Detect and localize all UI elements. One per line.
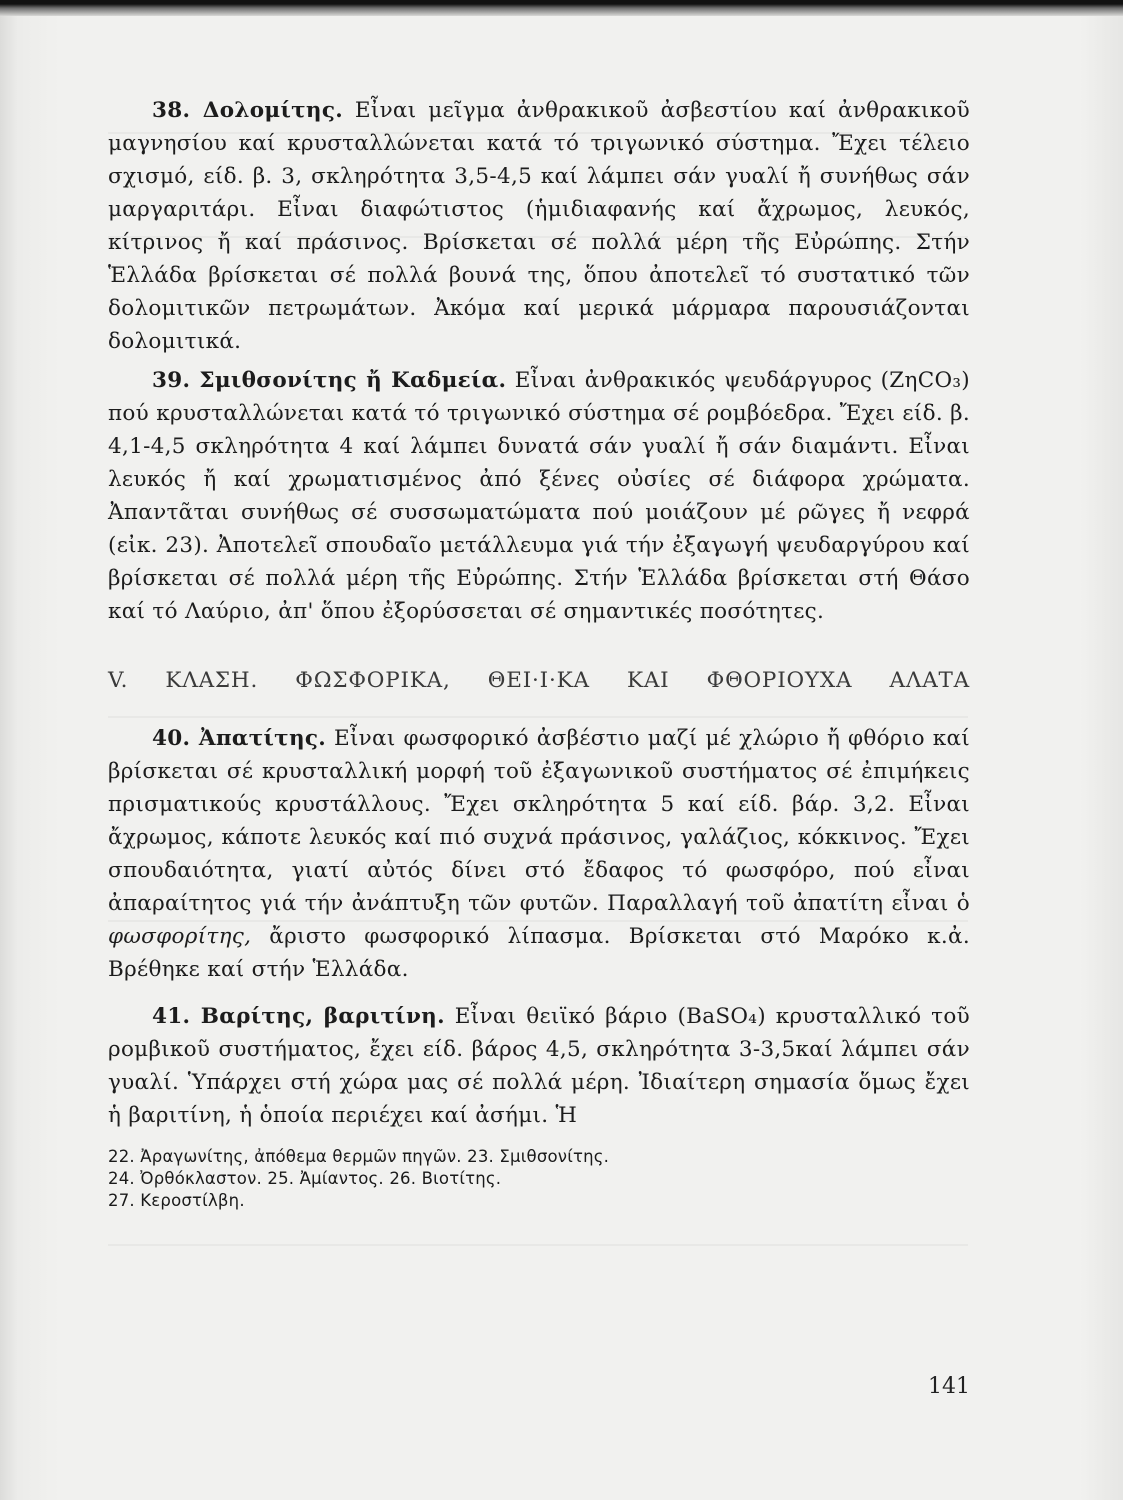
- entry-title: 39. Σμιθσονίτης ἤ Καδμεία.: [152, 368, 507, 393]
- page-content: [108, 94, 970, 1212]
- entry-title: 40. Ἀπατίτης.: [152, 726, 327, 751]
- entry-body: Εἶναι μεῖγμα ἀνθρακικοῦ ἀσβεστίου καί ἀνθρακικοῦ μαγνησίου καί κρυσταλλώνεται κατά τό τριγωνικό σύστημα. Ἔχει τέλειο σχισμό, είδ. β. 3, σκληρότητα 3,5-4,5 καί λάμπει σάν γυαλί ἤ συνήθως σάν μαργαριτάρι. Εἶναι διαφώτιστος (ἡμιδιαφανής καί ἄχρωμος, λευκός, κίτρινος ἤ καί πράσινος. Βρίσκεται σέ πολλά μέρη τῆς Εὐρώπης. Στήν Ἑλλάδα βρίσκεται σέ πολλά βουνά της, ὅπου ἀποτελεῖ τό συστατικό τῶν δολομιτικῶν πετρωμάτων. Ἀκόμα καί μερικά μάρμαρα παρουσιάζονται δολομιτικά.: [108, 98, 971, 354]
- page-number: 141: [928, 1374, 970, 1399]
- show-through-line: [108, 1244, 968, 1246]
- entry-dolomite: [108, 94, 970, 358]
- entry-body: Εἶναι θειϊκό βάριο (BaSO₄) κρυσταλλικό τοῦ ρομβικοῦ συστήματος, ἔχει είδ. βάρος 4,5, σκληρότητα 3-3,5καί λάμπει σάν γυαλί. Ὑπάρχει στή χώρα μας σέ πολλά μέρη. Ἰδιαίτερη σημασία ὅμως ἔχει ἡ βαριτίνη, ἡ ὁποία περιέχει καί ἀσήμι. Ἡ: [108, 1004, 970, 1128]
- entry-barite: [108, 1000, 970, 1132]
- figure-caption-line: 27. Κεροστίλβη.: [108, 1191, 245, 1210]
- section-heading: V. ΚΛΑΣΗ. ΦΩΣΦΟΡΙΚΑ, ΘΕΙ·Ι·ΚΑ ΚΑΙ ΦΘΟΡΙΟΥΧΑ ΑΛΑΤΑ: [108, 668, 970, 693]
- entry-title: 38. Δολομίτης.: [152, 98, 344, 123]
- entry-body-continued: ἄριστο φωσφορικό λίπασμα. Βρίσκεται στό Μαρόκο κ.ἀ. Βρέθηκε καί στήν Ἑλλάδα.: [108, 924, 970, 982]
- entry-body: Εἶναι φωσφορικό ἀσβέστιο μαζί μέ χλώριο ἤ φθόριο καί βρίσκεται σέ κρυσταλλική μορφή τοῦ ἐξαγωνικοῦ συστήματος σέ ἐπιμήκεις πρισματικούς κρυστάλλους. Ἔχει σκληρότητα 5 καί είδ. βάρ. 3,2. Εἶναι ἄχρωμος, κάποτε λευκός καί πιό συχνά πράσινος, γαλάζιος, κόκκινος. Ἔχει σπουδαιότητα, γιατί αὐτός δίνει στό ἔδαφος τό φωσφόρο, πού εἶναι ἀπαραίτητος γιά τήν ἀνάπτυξη τῶν φυτῶν. Παραλλαγή τοῦ ἀπατίτη εἶναι ὁ: [108, 726, 970, 916]
- entry-italic-term: φωσφορίτης,: [108, 924, 252, 949]
- scan-top-edge: [0, 0, 1123, 16]
- figure-caption-line: 24. Ὀρθόκλαστον. 25. Ἀμίαντος. 26. Βιοτίτης.: [108, 1169, 502, 1188]
- entry-body: Εἶναι ἀνθρακικός ψευδάργυρος (ZηCO₃) πού κρυσταλλώνεται κατά τό τριγωνικό σύστημα σέ ρομβόεδρα. Ἔχει είδ. β. 4,1-4,5 σκληρότητα 4 καί λάμπει δυνατά σάν γυαλί ἤ σάν διαμάντι. Εἶναι λευκός ἤ καί χρωματισμένος ἀπό ξένες οὐσίες σέ διάφορα χρώματα. Ἀπαντᾶται συνήθως σέ συσσωματώματα πού μοιάζουν μέ ρῶγες ἤ νεφρά (εἰκ. 23). Ἀποτελεῖ σπουδαῖο μετάλλευμα γιά τήν ἐξαγωγή ψευδαργύρου καί βρίσκεται σέ πολλά μέρη τῆς Εὐρώπης. Στήν Ἑλλάδα βρίσκεται στή Θάσο καί τό Λαύριο, ἀπ' ὅπου ἐξορύσσεται σέ σημαντικές ποσότητες.: [108, 368, 970, 624]
- entry-title: 41. Βαρίτης, βαριτίνη.: [152, 1004, 445, 1029]
- entry-apatite: [108, 722, 970, 986]
- figure-caption-line: 22. Ἀραγωνίτης, ἀπόθεμα θερμῶν πηγῶν. 23. Σμιθσονίτης.: [108, 1147, 610, 1166]
- figure-captions: [108, 1146, 970, 1212]
- entry-smithsonite: [108, 364, 970, 628]
